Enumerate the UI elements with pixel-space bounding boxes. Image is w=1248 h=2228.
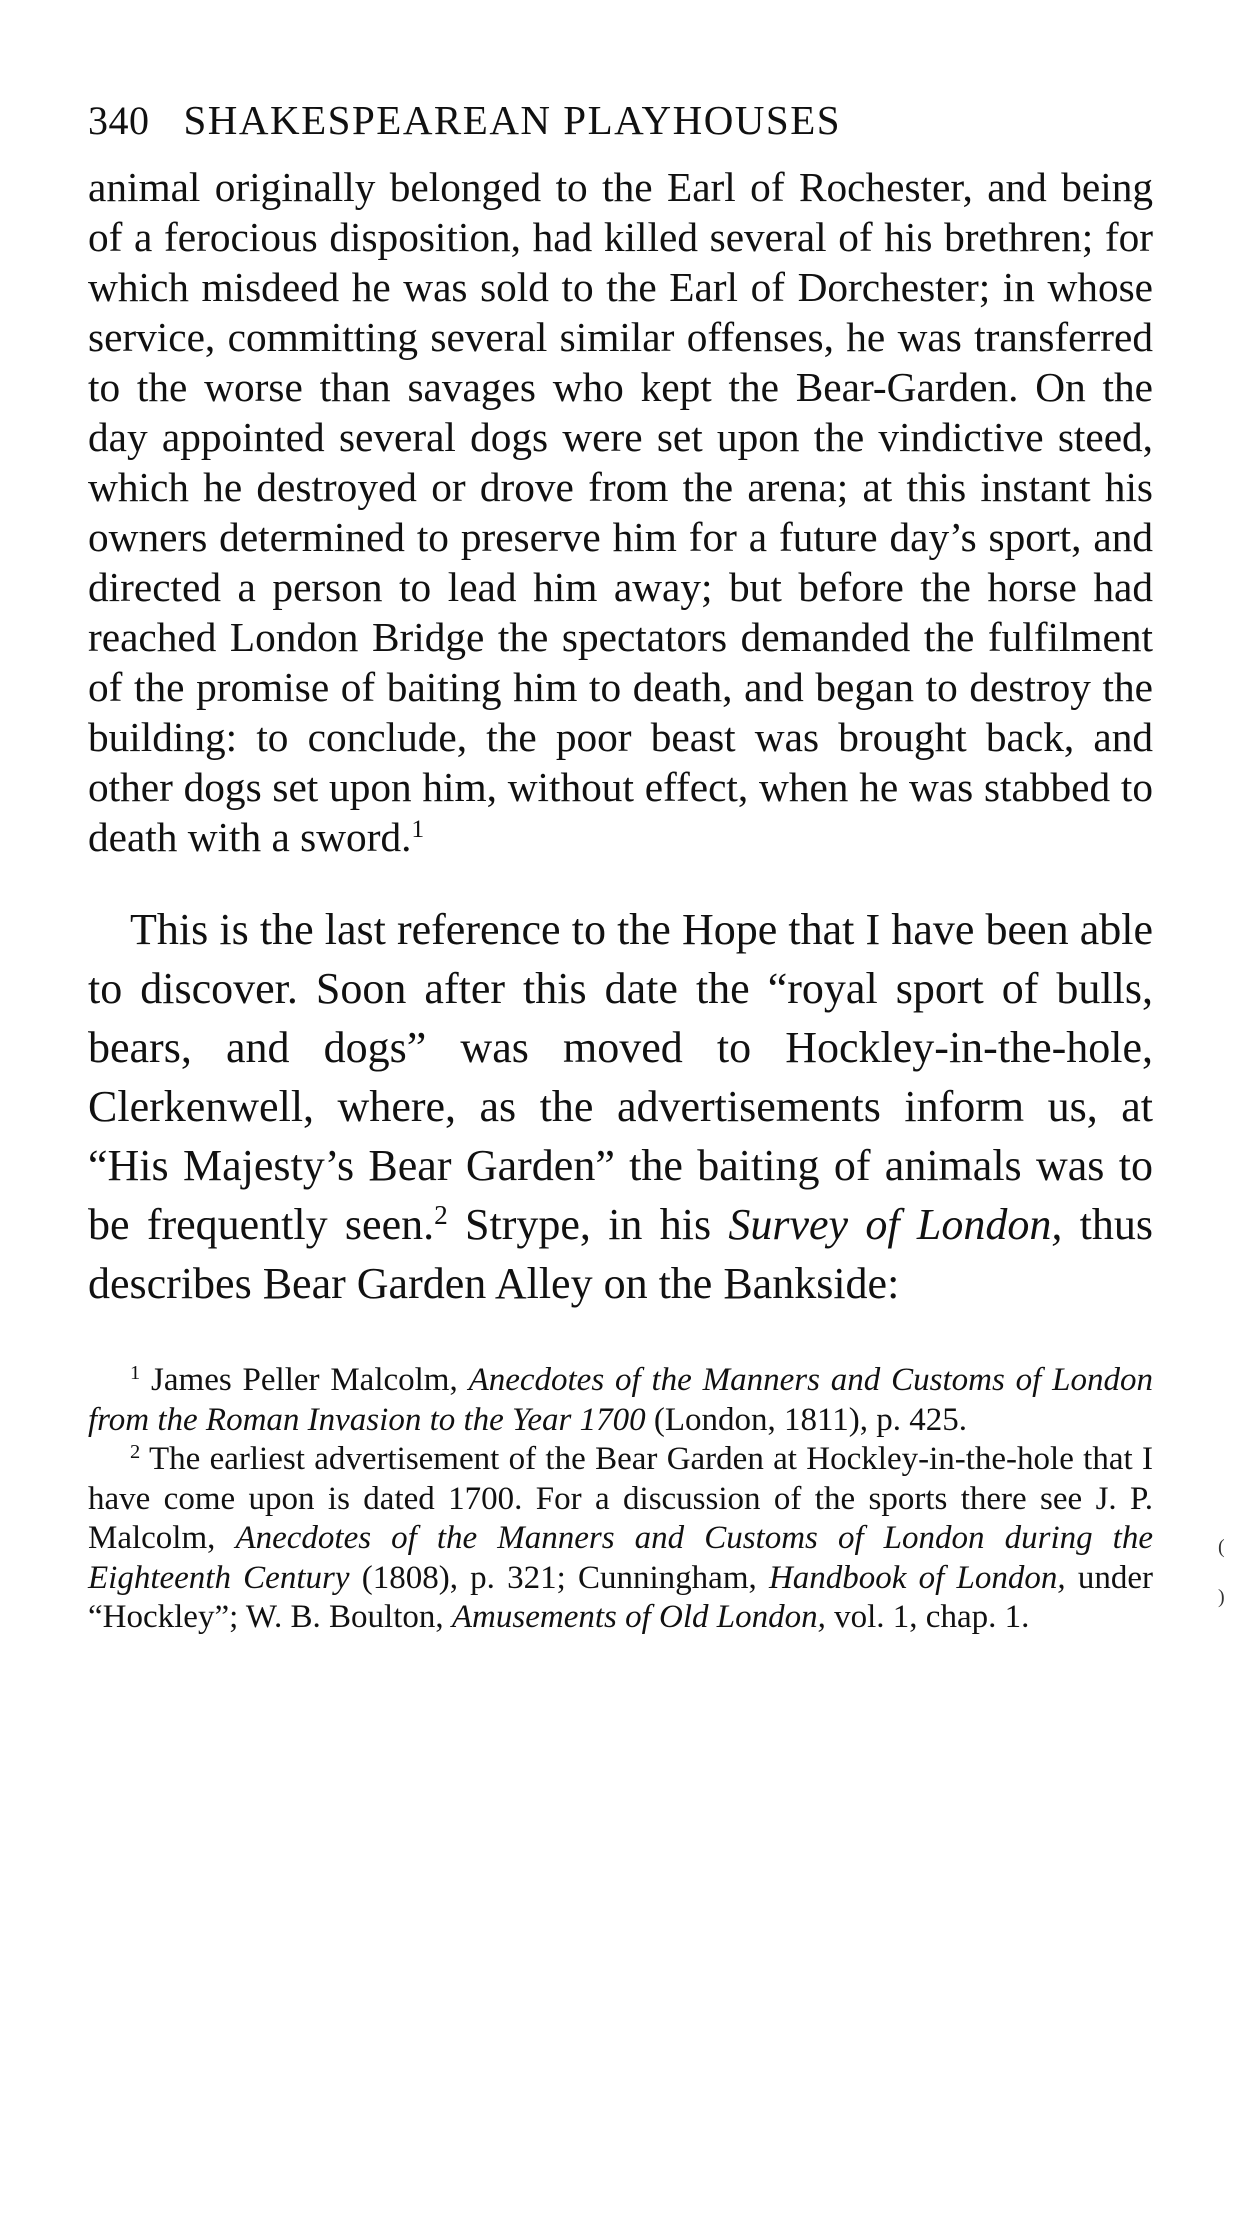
- footnote-text: James Peller Malcolm,: [140, 1362, 469, 1398]
- quotation-text: animal originally belonged to the Earl of Rochester, and being of a ferocious disposition, had killed several of his brethren; for which misdeed he was sold to the Earl of Dorchester; in whose service, committing several similar offenses, he was transferred to the worse than savages who kept the Bear-Garden. On the day appointed several dogs were set upon the vindictive steed, which he destroyed or drove from the arena; at this instant his owners determined to preserve him for a future day’s sport, and directed a person to lead him away; but before the horse had reached London Bridge the spectators demanded the fulfilment of the promise of baiting him to death, and began to destroy the building: to conclude, the poor beast was brought back, and other dogs set upon him, without effect, when he was stabbed to death with a sword.: [88, 164, 1153, 860]
- footnote-text: The earliest advertisement of the Bear Garden at Hockley-in-the-hole that I have come upon is dated 1700. For a discussion of the sports there see J. P. Malcolm,: [88, 1441, 1153, 1556]
- body-paragraph: [88, 900, 1153, 1313]
- footnote-reference-2: 2: [434, 1200, 448, 1230]
- footnote-italic-title: Anecdotes of the Manners and Customs of London during the Eighteenth Century: [88, 1520, 1153, 1596]
- footnote-italic-title: Anecdotes of the Manners and Customs of London from the Roman Invasion to the Year 1700: [88, 1362, 1154, 1438]
- margin-mark-lower: ): [1218, 1586, 1225, 1608]
- footnote-italic-title: Amusements of Old London,: [451, 1599, 826, 1635]
- body-text-part-1: This is the last reference to the Hope that I have been able to discover. Soon after this date the “royal sport of bulls, bears, and dogs” was moved to Hockley-in-the-hole, Clerkenwell, where, as the advertisements inform us, at “His Majesty’s Bear Garden” the baiting of animals was to be frequently seen.: [88, 905, 1153, 1249]
- body-text-part-3: thus describes Bear Garden Alley on the Bankside:: [88, 1200, 1153, 1308]
- book-page: [88, 95, 1153, 1638]
- footnote-2: [88, 1440, 1153, 1638]
- footnote-1: [88, 1361, 1153, 1440]
- footnote-text: vol. 1, chap. 1.: [825, 1599, 1030, 1635]
- body-text-part-2: Strype, in his: [447, 1200, 729, 1249]
- footnote-marker: 1: [130, 1361, 141, 1384]
- footnote-marker: 2: [130, 1440, 141, 1463]
- footnote-italic-title: Handbook of London,: [768, 1559, 1066, 1596]
- footnote-reference-1: 1: [411, 813, 425, 843]
- page-number: 340: [88, 98, 150, 143]
- body-text: [88, 900, 1153, 1313]
- footnote-text: (London, 1811), p. 425.: [645, 1401, 968, 1438]
- book-title-italic: Survey of London,: [728, 1200, 1063, 1249]
- margin-mark-upper: (: [1218, 1536, 1225, 1558]
- footnote-text: (1808), p. 321; Cunningham,: [349, 1559, 769, 1596]
- quotation-paragraph: [88, 162, 1153, 862]
- page-header: [88, 95, 1153, 146]
- footnote-text: under “Hockley”; W. B. Boulton,: [88, 1559, 1154, 1635]
- footnotes: [88, 1361, 1153, 1638]
- running-title: SHAKESPEAREAN PLAYHOUSES: [183, 97, 842, 143]
- block-quotation: [88, 162, 1153, 862]
